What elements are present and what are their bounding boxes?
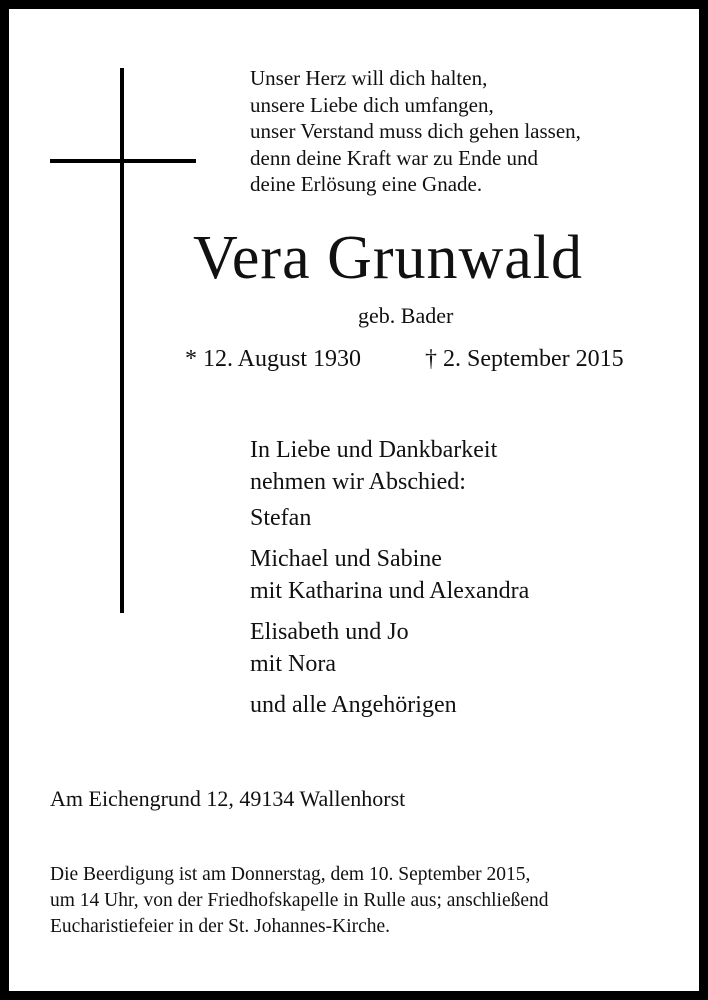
poem-line: Unser Herz will dich halten, [250,66,488,90]
deceased-name: Vera Grunwald [193,224,584,292]
birth-date: * 12. August 1930 [185,346,362,372]
mourner-line: und alle Angehörigen [250,692,457,718]
mourner-group [250,689,529,721]
address: Am Eichengrund 12, 49134 Wallenhorst [50,786,406,811]
farewell-text [250,434,497,498]
funeral-line: Eucharistiefeier in der St. Johannes-Kirche. [50,916,391,937]
maiden-name: geb. Bader [358,303,454,328]
poem [250,65,581,198]
mourners-list [250,502,529,721]
poem-line: deine Erlösung eine Gnade. [250,172,483,196]
poem-line: unsere Liebe dich umfangen, [250,92,494,117]
funeral-line: um 14 Uhr, von der Friedhofskapelle in Rulle aus; anschließend [50,890,549,911]
farewell-line: In Liebe und Dankbarkeit [250,437,498,463]
poem-line: unser Verstand muss dich gehen lassen, [250,119,581,143]
farewell-line: nehmen wir Abschied: [250,469,466,495]
cross-vertical-bar [120,68,124,613]
funeral-notice [50,862,549,940]
mourner-group [250,543,529,607]
mourner-line: mit Nora [250,651,336,677]
cross-horizontal-bar [50,159,196,163]
death-date: † 2. September 2015 [425,346,624,372]
mourner-group [250,502,529,534]
poem-line: denn deine Kraft war zu Ende und [250,145,539,170]
mourner-line: mit Katharina und Alexandra [250,578,530,604]
funeral-line: Die Beerdigung ist am Donnerstag, dem 10. September 2015, [50,864,531,885]
mourner-line: Michael und Sabine [250,546,442,572]
mourner-line: Stefan [250,505,312,531]
mourner-group [250,616,529,680]
mourner-line: Elisabeth und Jo [250,619,409,645]
